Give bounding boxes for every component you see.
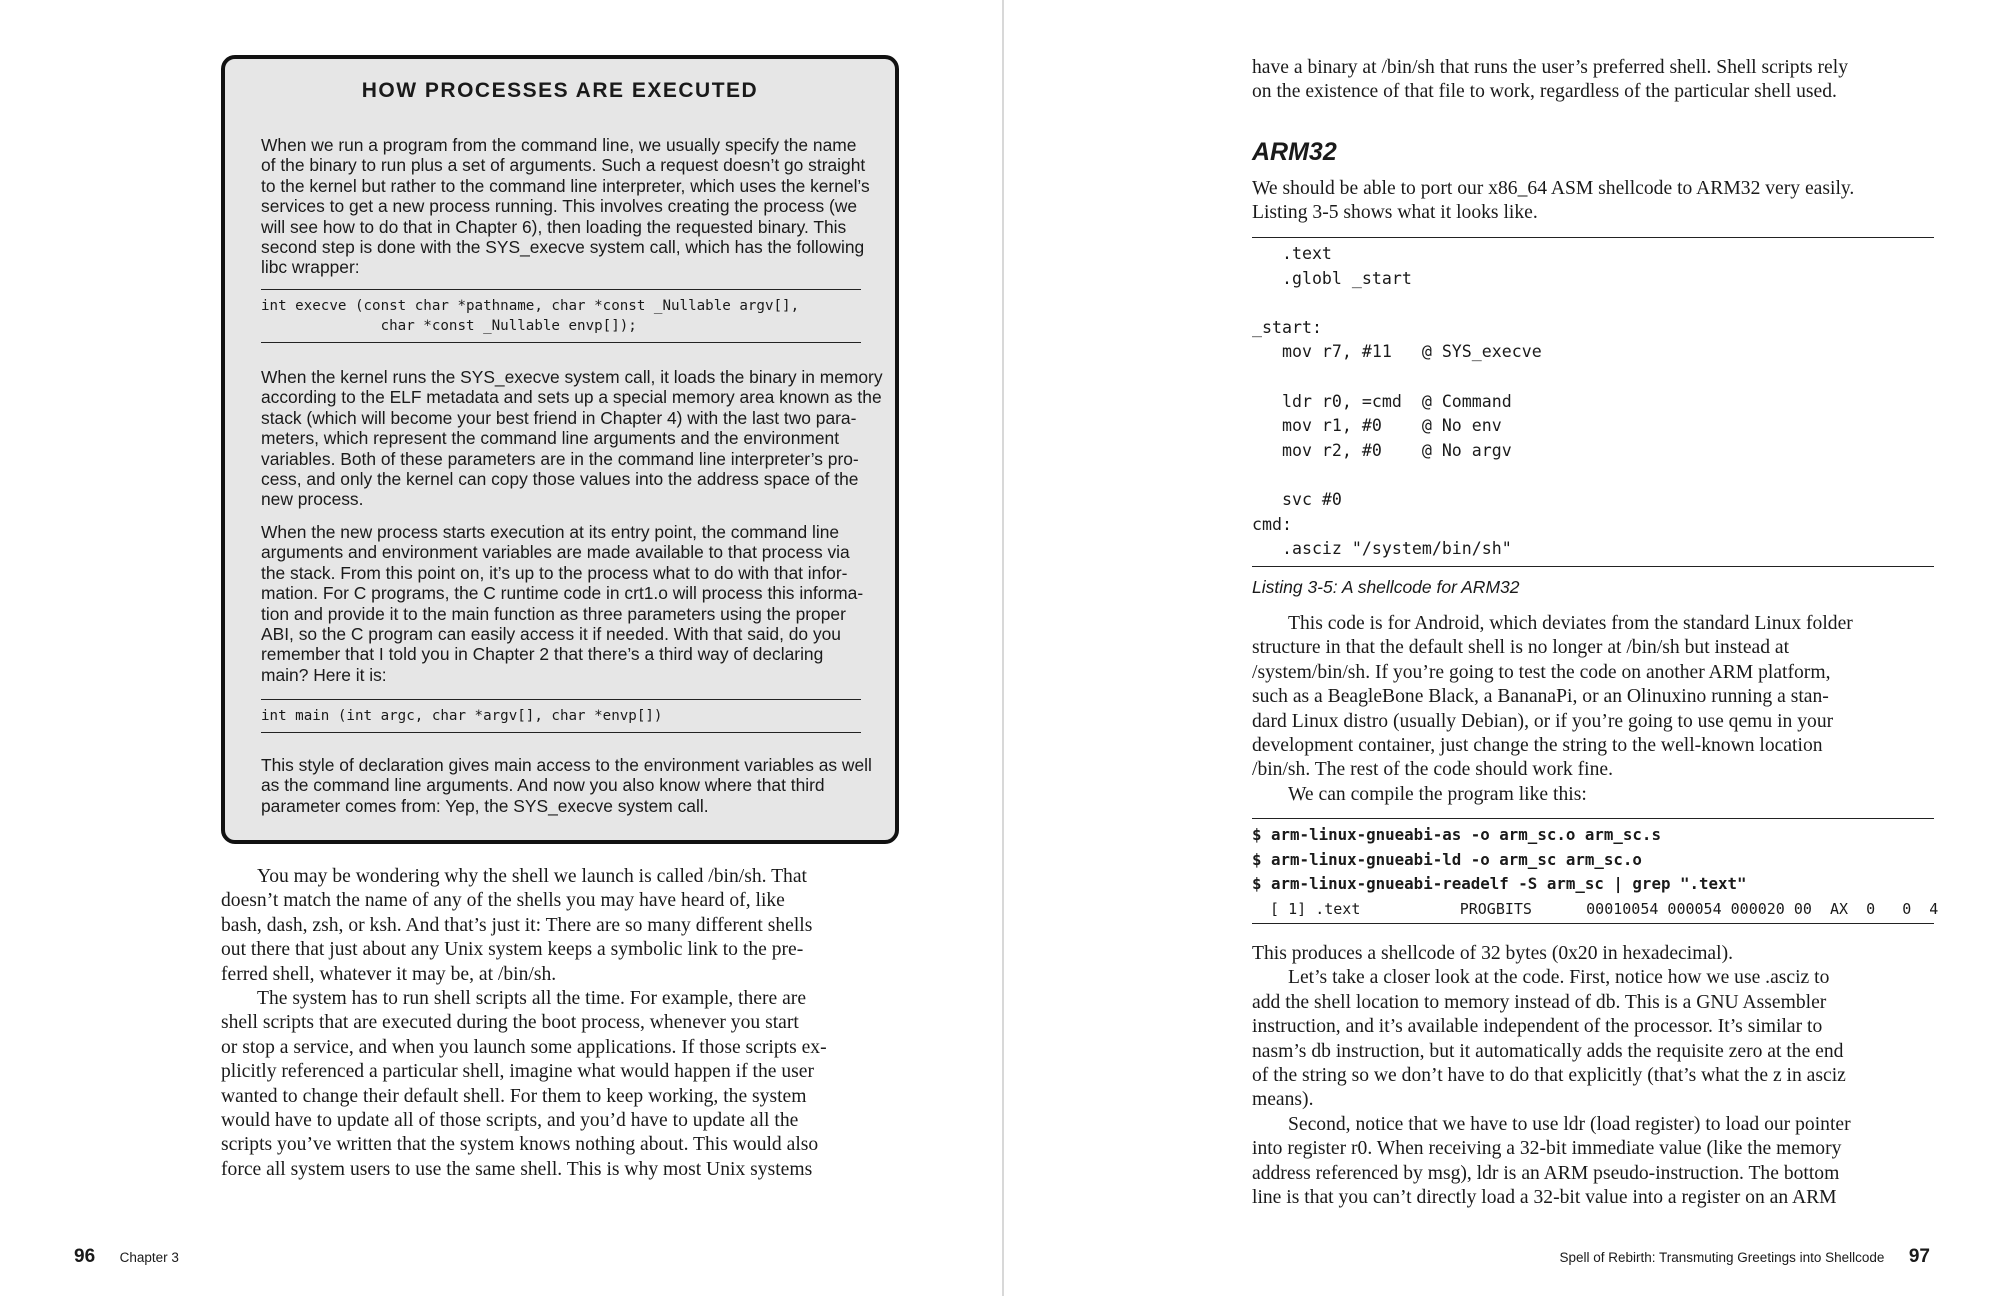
text-line: would have to update all of those scripts, and you’d have to update all the [221, 1110, 799, 1132]
text-line: into register r0. When receiving a 32-bit immediate value (like the memory [1252, 1138, 1842, 1160]
text-line: arguments and environment variables are made available to that process via [261, 542, 850, 563]
text-line: have a binary at /bin/sh that runs the user’s preferred shell. Shell scripts rely [1252, 57, 1848, 78]
text-line: tion and provide it to the main function as three parameters using the proper [261, 603, 846, 624]
text-line: scripts you’ve written that the system knows nothing about. This would also [221, 1134, 819, 1156]
text-line: of the string so we don’t have to do that explicitly (that’s what the z in asciz [1252, 1065, 1846, 1087]
text-line: line is that you can’t directly load a 32-bit value into a register on an ARM [1252, 1187, 1837, 1209]
text-line: Let’s take a closer look at the code. First, notice how we use .asciz to [1288, 967, 1830, 989]
text-line: nasm’s db instruction, but it automatically adds the requisite zero at the end [1252, 1040, 1844, 1062]
page-number: 96 [74, 1246, 96, 1267]
text-line: variables. Both of these parameters are in the command line interpreter’s pro- [261, 448, 859, 469]
text-line: main? Here it is: [261, 664, 387, 685]
text-line: When we run a program from the command line, we usually specify the name [261, 135, 857, 155]
text-line: out there that just about any Unix system keeps a symbolic link to the pre- [221, 939, 804, 961]
text-line: such as a BeagleBone Black, a BananaPi, or an Olinuxino running a stan- [1252, 686, 1829, 708]
right-top-paragraph [1252, 56, 1942, 105]
code-line: .asciz "/system/bin/sh" [1252, 539, 1512, 559]
compile-commands-code [1252, 818, 1939, 924]
text-line: doesn’t match the name of any of the shells you may have heard of, like [221, 890, 785, 912]
text-line: meters, which represent the command line arguments and the environment [261, 428, 840, 449]
text-line: wanted to change their default shell. For them to keep working, the system [221, 1085, 807, 1107]
code-line: cmd: [1252, 514, 1292, 534]
code-output-line: [ 1] .text PROGBITS 00010054 000054 000020 00 AX 0 0 4 [1252, 899, 1939, 918]
text-line: When the kernel runs the SYS_execve system call, it loads the binary in memory [261, 367, 883, 387]
text-line: libc wrapper: [261, 257, 360, 278]
text-line: This code is for Android, which deviates from the standard Linux folder [1288, 613, 1853, 634]
code-line: .globl _start [1252, 268, 1412, 288]
text-line: shell scripts that are executed during the boot process, whenever you start [221, 1012, 799, 1034]
text-line: new process. [261, 489, 364, 510]
text-line: structure in that the default shell is no longer at /bin/sh but instead at [1252, 637, 1790, 659]
text-line: instruction, and it’s available independent of the processor. It’s similar to [1252, 1016, 1823, 1038]
text-line: add the shell location to memory instead of db. This is a GNU Assembler [1252, 991, 1827, 1013]
code-line: int main (int argc, char *argv[], char *envp[]) [261, 708, 663, 724]
code-line: $ arm-linux-gnueabi-ld -o arm_sc arm_sc.o [1252, 849, 1642, 869]
text-line: dard Linux distro (usually Debian), or if you’re going to use qemu in your [1252, 710, 1834, 732]
text-line: or stop a service, and when you launch some applications. If those scripts ex- [221, 1036, 827, 1058]
code-line: $ arm-linux-gnueabi-as -o arm_sc.o arm_sc.s [1252, 825, 1661, 844]
text-line: services to get a new process running. This involves creating the process (we [261, 196, 858, 217]
text-line: /bin/sh. The rest of the code should work fine. [1252, 759, 1613, 781]
text-line: When the new process starts execution at its entry point, the command line [261, 522, 840, 542]
code-line: mov r1, #0 @ No env [1252, 416, 1502, 436]
text-line: remember that I told you in Chapter 2 that there’s a third way of declaring [261, 644, 824, 665]
chapter-label: Chapter 3 [119, 1250, 179, 1265]
code-line: ldr r0, =cmd @ Command [1252, 391, 1512, 411]
text-line: plicitly referenced a particular shell, imagine what would happen if the user [221, 1061, 815, 1083]
sidebar-title: HOW PROCESSES ARE EXECUTED [361, 79, 759, 102]
code-line [1252, 291, 1934, 316]
text-line: means). [1252, 1089, 1314, 1111]
code-line: mov r7, #11 @ SYS_execve [1252, 342, 1542, 362]
text-line: second step is done with the SYS_execve system call, which has the following [261, 237, 865, 258]
text-line: We should be able to port our x86_64 ASM shellcode to ARM32 very easily. [1252, 178, 1855, 199]
text-line: Listing 3-5 shows what it looks like. [1252, 202, 1538, 224]
text-line: as the command line arguments. And now you also know where that third [261, 775, 825, 796]
text-line: ABI, so the C program can easily access it if needed. With that said, do you [261, 624, 841, 645]
code-line: char *const _Nullable envp[]); [261, 318, 637, 334]
text-line: You may be wondering why the shell we launch is called /bin/sh. That [257, 866, 807, 887]
right-footer [1559, 1246, 1930, 1268]
text-line: of the binary to run plus a set of arguments. Such a request doesn’t go straight [261, 155, 866, 176]
text-line: on the existence of that file to work, regardless of the particular shell used. [1252, 81, 1837, 103]
text-line: according to the ELF metadata and sets up a special memory area known as the [261, 387, 882, 408]
section-heading: ARM32 [1252, 138, 1337, 166]
android-paragraph [1252, 612, 1942, 807]
page-number: 97 [1908, 1246, 1930, 1267]
text-line: the stack. From this point on, it’s up to the process what to do with that infor- [261, 562, 848, 583]
code-line: svc #0 [1252, 489, 1342, 509]
text-line: This produces a shellcode of 32 bytes (0x20 in hexadecimal). [1252, 943, 1733, 964]
code-line: .text [1252, 244, 1332, 263]
text-line: ferred shell, whatever it may be, at /bin/sh. [221, 963, 557, 985]
text-line: cess, and only the kernel can copy those values into the address space of the [261, 469, 859, 490]
text-line: /system/bin/sh. If you’re going to test the code on another ARM platform, [1252, 661, 1831, 683]
text-line: to the kernel but rather to the command line interpreter, which uses the kernel’s [261, 175, 870, 196]
code-line: $ arm-linux-gnueabi-readelf -S arm_sc | grep ".text" [1252, 874, 1747, 894]
listing-3-5-code [1252, 237, 1934, 567]
text-line: address referenced by msg), ldr is an ARM pseudo-instruction. The bottom [1252, 1162, 1840, 1184]
text-line: Second, notice that we have to use ldr (load register) to load our pointer [1288, 1113, 1851, 1135]
chapter-title-label: Spell of Rebirth: Transmuting Greetings into Shellcode [1559, 1250, 1885, 1265]
code-line [1252, 463, 1934, 488]
text-line: We can compile the program like this: [1288, 783, 1587, 805]
code-line: _start: [1252, 317, 1322, 337]
text-line: force all system users to use the same shell. This is why most Unix systems [221, 1158, 813, 1180]
text-line: stack (which will become your best friend in Chapter 4) with the last two para- [261, 407, 857, 428]
explanation-paragraphs [1252, 942, 1942, 1210]
text-line: development container, just change the string to the well-known location [1252, 735, 1823, 757]
text-line: will see how to do that in Chapter 6), then loading the requested binary. This [261, 216, 847, 237]
text-line: The system has to run shell scripts all the time. For example, there are [257, 988, 807, 1009]
code-line [1252, 365, 1934, 390]
text-line: This style of declaration gives main access to the environment variables as well [261, 755, 872, 775]
text-line: parameter comes from: Yep, the SYS_execve system call. [261, 795, 709, 816]
listing-caption: Listing 3-5: A shellcode for ARM32 [1252, 577, 1520, 597]
code-line: int execve (const char *pathname, char *const _Nullable argv[], [261, 298, 800, 314]
text-line: mation. For C programs, the C runtime code in crt1.o will process this informa- [261, 583, 864, 604]
text-line: bash, dash, zsh, or ksh. And that’s just it: There are so many different shells [221, 914, 813, 936]
intro-paragraph [1252, 177, 1942, 226]
code-line: mov r2, #0 @ No argv [1252, 440, 1512, 460]
